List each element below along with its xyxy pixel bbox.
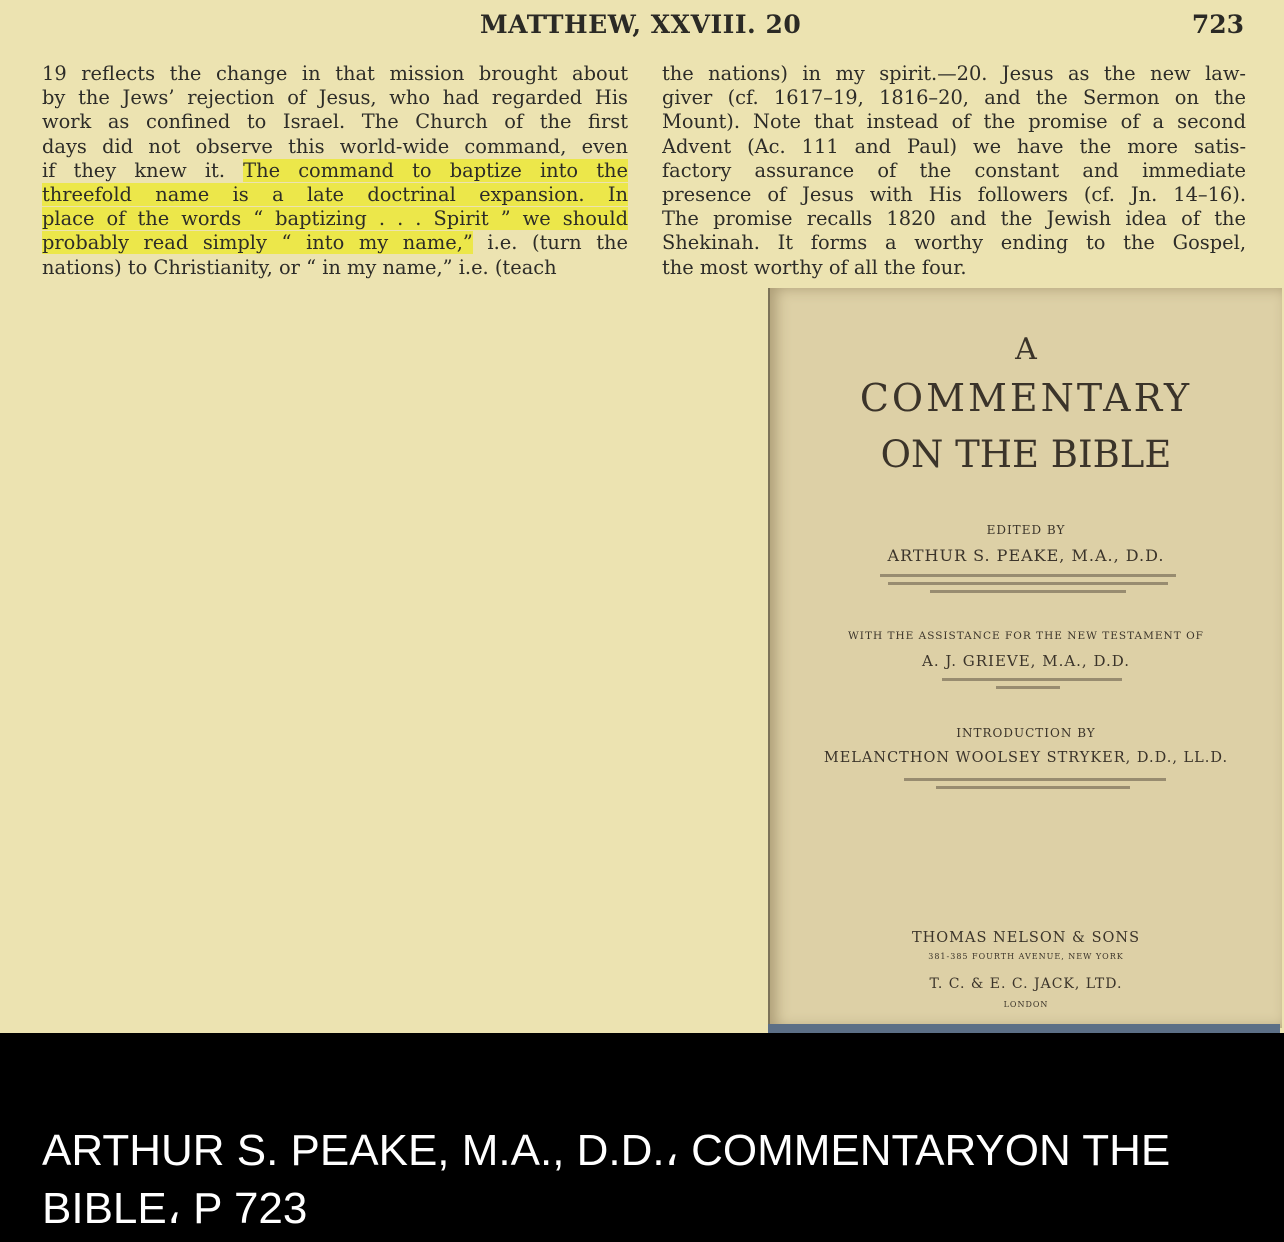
text-line: giver (cf. 1617–19, 1816–20, and the Sermon on the: [662, 86, 1246, 110]
book-title-page: [768, 288, 1282, 1028]
caption: [42, 1122, 1242, 1238]
left-column: [42, 62, 628, 280]
text-line: the most worthy of all the four.: [662, 255, 967, 279]
text-line: nations) to Christianity, or “ in my name,” i.e. (teach: [42, 255, 557, 279]
text-line: work as confined to Israel. The Church of the first: [42, 110, 628, 134]
text-line: days did not observe this world-wide command, even: [42, 134, 628, 158]
fine-print: [880, 574, 1176, 577]
highlighted-text: threefold name is a late doctrinal expansion. In: [42, 182, 628, 206]
highlighted-text: probably read simply “ into my name,”: [42, 231, 473, 255]
editor-name: ARTHUR S. PEAKE, M.A., D.D.: [887, 546, 1165, 565]
co-publisher-city: LONDON: [1003, 1000, 1049, 1009]
co-publisher-name: T. C. & E. C. JACK, LTD.: [929, 976, 1123, 992]
page-number: 723: [1191, 10, 1244, 39]
running-title: MATTHEW, XXVIII. 20: [480, 10, 802, 39]
fine-print: [904, 778, 1166, 781]
cover-title-line2: ON THE BIBLE: [880, 433, 1172, 476]
text-line: The promise recalls 1820 and the Jewish idea of the: [662, 207, 1246, 231]
text-line: Mount). Note that instead of the promise of a second: [662, 110, 1246, 134]
fine-print: [930, 590, 1126, 593]
assistant-name: A. J. GRIEVE, M.A., D.D.: [921, 652, 1130, 670]
fine-print: [936, 786, 1130, 789]
text-line: [42, 207, 628, 231]
text-line: 19 reflects the change in that mission brought about: [42, 62, 628, 85]
scan-edge: [768, 1024, 1280, 1033]
fine-print: [888, 582, 1168, 585]
text-line: presence of Jesus with His followers (cf. Jn. 14–16).: [662, 182, 1246, 206]
introduction-label: INTRODUCTION BY: [956, 726, 1096, 740]
page-header: [0, 10, 1284, 44]
highlighted-text: The command to baptize into the: [243, 158, 628, 182]
text-line: factory assurance of the constant and immediate: [662, 158, 1246, 182]
cover-title-line1: COMMENTARY: [859, 376, 1193, 420]
text-line: by the Jews’ rejection of Jesus, who had regarded His: [42, 86, 628, 110]
publisher-address: 381-385 FOURTH AVENUE, NEW YORK: [928, 952, 1124, 961]
introducer-name: MELANCTHON WOOLSEY STRYKER, D.D., LL.D.: [823, 750, 1229, 766]
text-line: Advent (Ac. 111 and Paul) we have the more satis-: [662, 134, 1246, 158]
text-line: the nations) in my spirit.—20. Jesus as the new law-: [662, 62, 1246, 85]
fine-print: [996, 686, 1060, 689]
fine-print: [942, 678, 1122, 681]
caption-line2: BIBLE، P 723: [42, 1184, 308, 1233]
highlighted-text: place of the words “ baptizing . . . Spirit ” we should: [42, 207, 628, 231]
assistance-label: WITH THE ASSISTANCE FOR THE NEW TESTAMENT OF: [848, 630, 1204, 642]
right-column: [662, 62, 1246, 280]
text-line: Shekinah. It forms a worthy ending to the Gospel,: [662, 231, 1246, 255]
text-line: if they knew it. The command to baptize into the: [42, 158, 628, 182]
edited-by-label: EDITED BY: [986, 523, 1066, 537]
cover-article: A: [1015, 332, 1037, 367]
text-line: [42, 183, 628, 207]
publisher-name: THOMAS NELSON & SONS: [911, 930, 1141, 946]
text-line: probably read simply “ into my name,” i.e. (turn the: [42, 231, 628, 255]
caption-line1: ARTHUR S. PEAKE, M.A., D.D.، COMMENTARYON THE: [42, 1126, 1171, 1175]
